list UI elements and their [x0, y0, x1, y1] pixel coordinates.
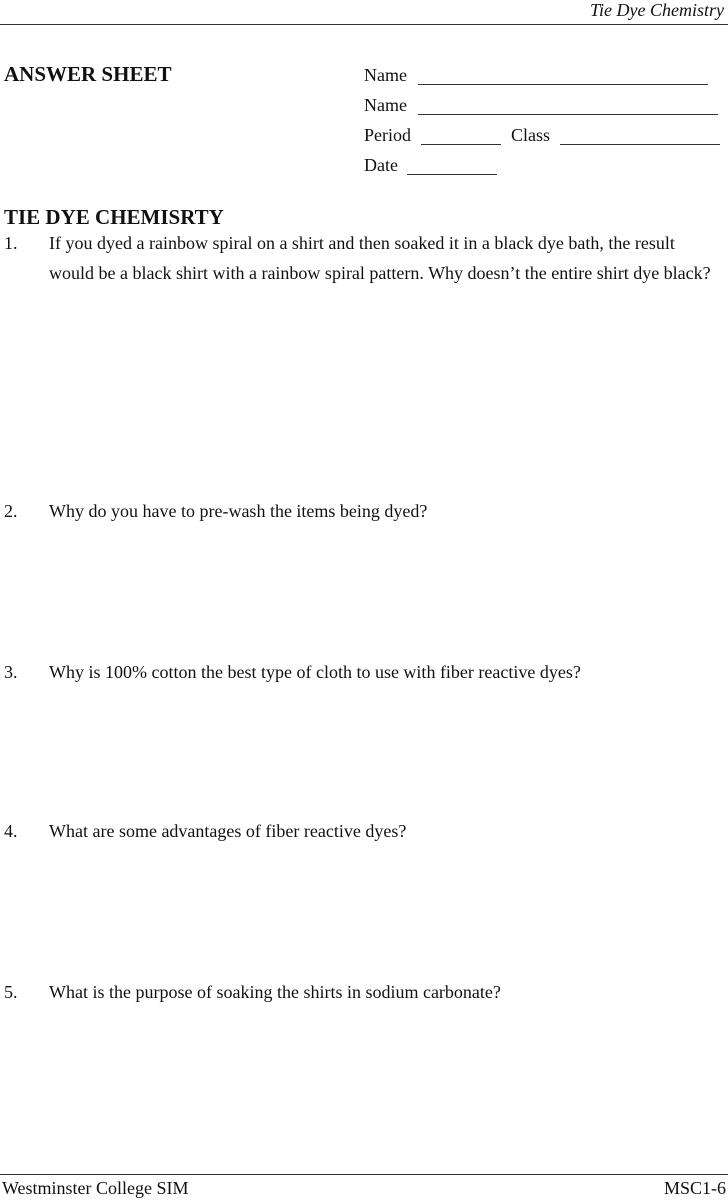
footer-divider	[0, 1174, 728, 1175]
question-4-text: What are some advantages of fiber reactive dyes?	[49, 821, 407, 841]
question-5-text: What is the purpose of soaking the shirts in sodium carbonate?	[49, 982, 501, 1002]
question-2-text: Why do you have to pre-wash the items being dyed?	[49, 501, 428, 521]
class-label: Class	[511, 125, 551, 145]
date-field[interactable]	[407, 174, 497, 175]
period-field[interactable]	[421, 144, 501, 145]
answer-area-1[interactable]	[49, 320, 719, 490]
date-label: Date	[364, 155, 398, 175]
footer-institution: Westminster College SIM	[2, 1178, 189, 1198]
name-label-2: Name	[364, 95, 407, 115]
answer-area-5[interactable]	[49, 1010, 719, 1165]
name-field-1[interactable]	[418, 84, 708, 85]
header-divider	[0, 24, 728, 25]
name-field-2[interactable]	[418, 114, 718, 115]
question-3-number: 3.	[4, 662, 18, 682]
running-header-title: Tie Dye Chemistry	[590, 0, 724, 20]
footer-page-code: MSC1-6	[663, 1178, 726, 1198]
name-label-1: Name	[364, 65, 407, 85]
answer-sheet-heading: ANSWER SHEET	[4, 62, 172, 86]
answer-area-4[interactable]	[49, 850, 719, 975]
answer-area-2[interactable]	[49, 530, 719, 655]
question-3-text: Why is 100% cotton the best type of cloth to use with fiber reactive dyes?	[49, 662, 581, 682]
question-1-text: If you dyed a rainbow spiral on a shirt and then soaked it in a black dye bath, the result would be a black shirt with a rainbow spiral pattern. Why doesn’t the entire shirt dye black?	[49, 233, 711, 283]
section-title: TIE DYE CHEMISRTY	[4, 205, 224, 229]
question-2-number: 2.	[4, 501, 18, 521]
class-field[interactable]	[560, 144, 720, 145]
period-label: Period	[364, 125, 411, 145]
answer-area-3[interactable]	[49, 690, 719, 815]
question-5-number: 5.	[4, 982, 18, 1002]
question-1-number: 1.	[4, 233, 18, 253]
question-4-number: 4.	[4, 821, 18, 841]
